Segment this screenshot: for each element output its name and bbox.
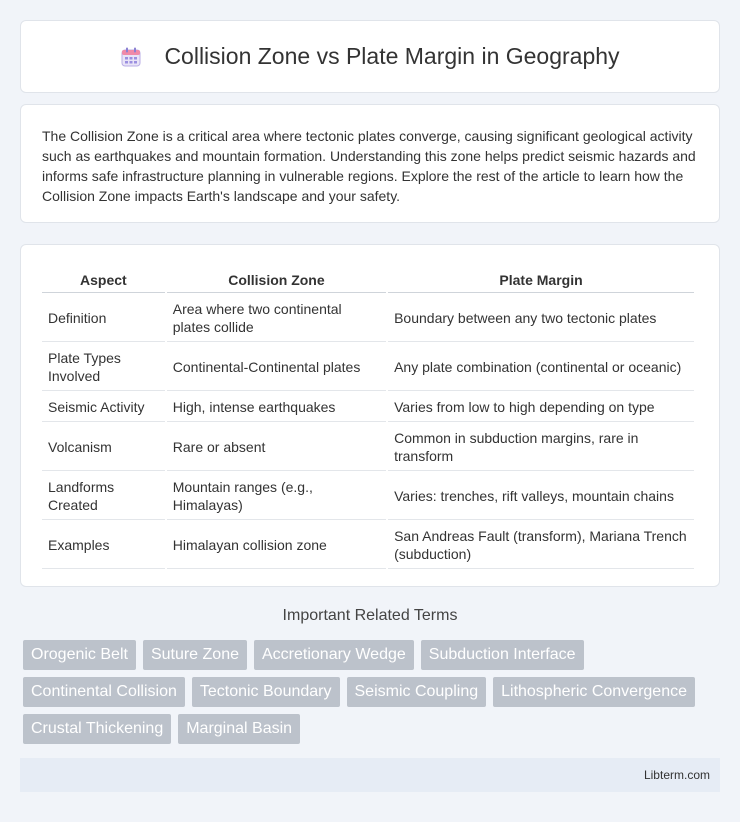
table-cell: Varies: trenches, rift valleys, mountain chains	[388, 473, 694, 520]
tag-seismic-coupling[interactable]: Seismic Coupling	[347, 677, 487, 707]
related-terms-title: Important Related Terms	[282, 607, 458, 624]
table-row	[42, 522, 694, 569]
page-title: Collision Zone vs Plate Margin in Geography	[164, 43, 620, 69]
table-cell: Boundary between any two tectonic plates	[388, 295, 694, 342]
table-cell: Volcanism	[42, 424, 165, 471]
intro-card	[20, 104, 720, 223]
footer-brand-link[interactable]: Libterm.com	[643, 768, 710, 782]
table-cell: Varies from low to high depending on type	[388, 393, 694, 422]
calendar-icon	[120, 46, 142, 68]
footer	[20, 758, 720, 792]
column-header: Collision Zone	[167, 267, 386, 293]
table-row	[42, 295, 694, 342]
tag-row	[23, 677, 723, 707]
table-cell: Area where two continental plates collide	[167, 295, 386, 342]
table-cell: Any plate combination (continental or oceanic)	[388, 344, 694, 391]
table-cell: Landforms Created	[42, 473, 165, 520]
table-row	[42, 344, 694, 391]
table-row	[42, 473, 694, 520]
column-header: Aspect	[42, 267, 165, 293]
table-cell: Examples	[42, 522, 165, 569]
table-cell: High, intense earthquakes	[167, 393, 386, 422]
table-row	[42, 424, 694, 471]
tag-accretionary-wedge[interactable]: Accretionary Wedge	[254, 640, 414, 670]
table-cell: Definition	[42, 295, 165, 342]
header-card	[20, 20, 720, 93]
table-header-row	[42, 267, 694, 293]
table-cell: Mountain ranges (e.g., Himalayas)	[167, 473, 386, 520]
related-terms-list	[23, 640, 723, 751]
table-cell: Common in subduction margins, rare in transform	[388, 424, 694, 471]
tag-row	[23, 714, 723, 744]
table-cell: San Andreas Fault (transform), Mariana Trench (subduction)	[388, 522, 694, 569]
column-header: Plate Margin	[388, 267, 694, 293]
comparison-table	[40, 265, 696, 571]
tag-suture-zone[interactable]: Suture Zone	[143, 640, 247, 670]
tag-lithospheric-convergence[interactable]: Lithospheric Convergence	[493, 677, 695, 707]
table-row	[42, 393, 694, 422]
table-cell: Plate Types Involved	[42, 344, 165, 391]
tag-tectonic-boundary[interactable]: Tectonic Boundary	[192, 677, 340, 707]
tag-continental-collision[interactable]: Continental Collision	[23, 677, 185, 707]
intro-paragraph: The Collision Zone is a critical area where tectonic plates converge, causing significant geological activity such as earthquakes and mountain formation. Understanding this zone helps predict seismic hazards and informs safe infrastructure planning in vulnerable regions. Explore the rest of the article to learn how the Collision Zone impacts Earth's landscape and your safety.	[42, 128, 696, 204]
table-cell: Continental-Continental plates	[167, 344, 386, 391]
comparison-table-card	[20, 244, 720, 587]
table-cell: Rare or absent	[167, 424, 386, 471]
table-cell: Himalayan collision zone	[167, 522, 386, 569]
tag-crustal-thickening[interactable]: Crustal Thickening	[23, 714, 171, 744]
tag-marginal-basin[interactable]: Marginal Basin	[178, 714, 300, 744]
tag-subduction-interface[interactable]: Subduction Interface	[421, 640, 584, 670]
table-cell: Seismic Activity	[42, 393, 165, 422]
tag-row	[23, 640, 723, 670]
tag-orogenic-belt[interactable]: Orogenic Belt	[23, 640, 136, 670]
